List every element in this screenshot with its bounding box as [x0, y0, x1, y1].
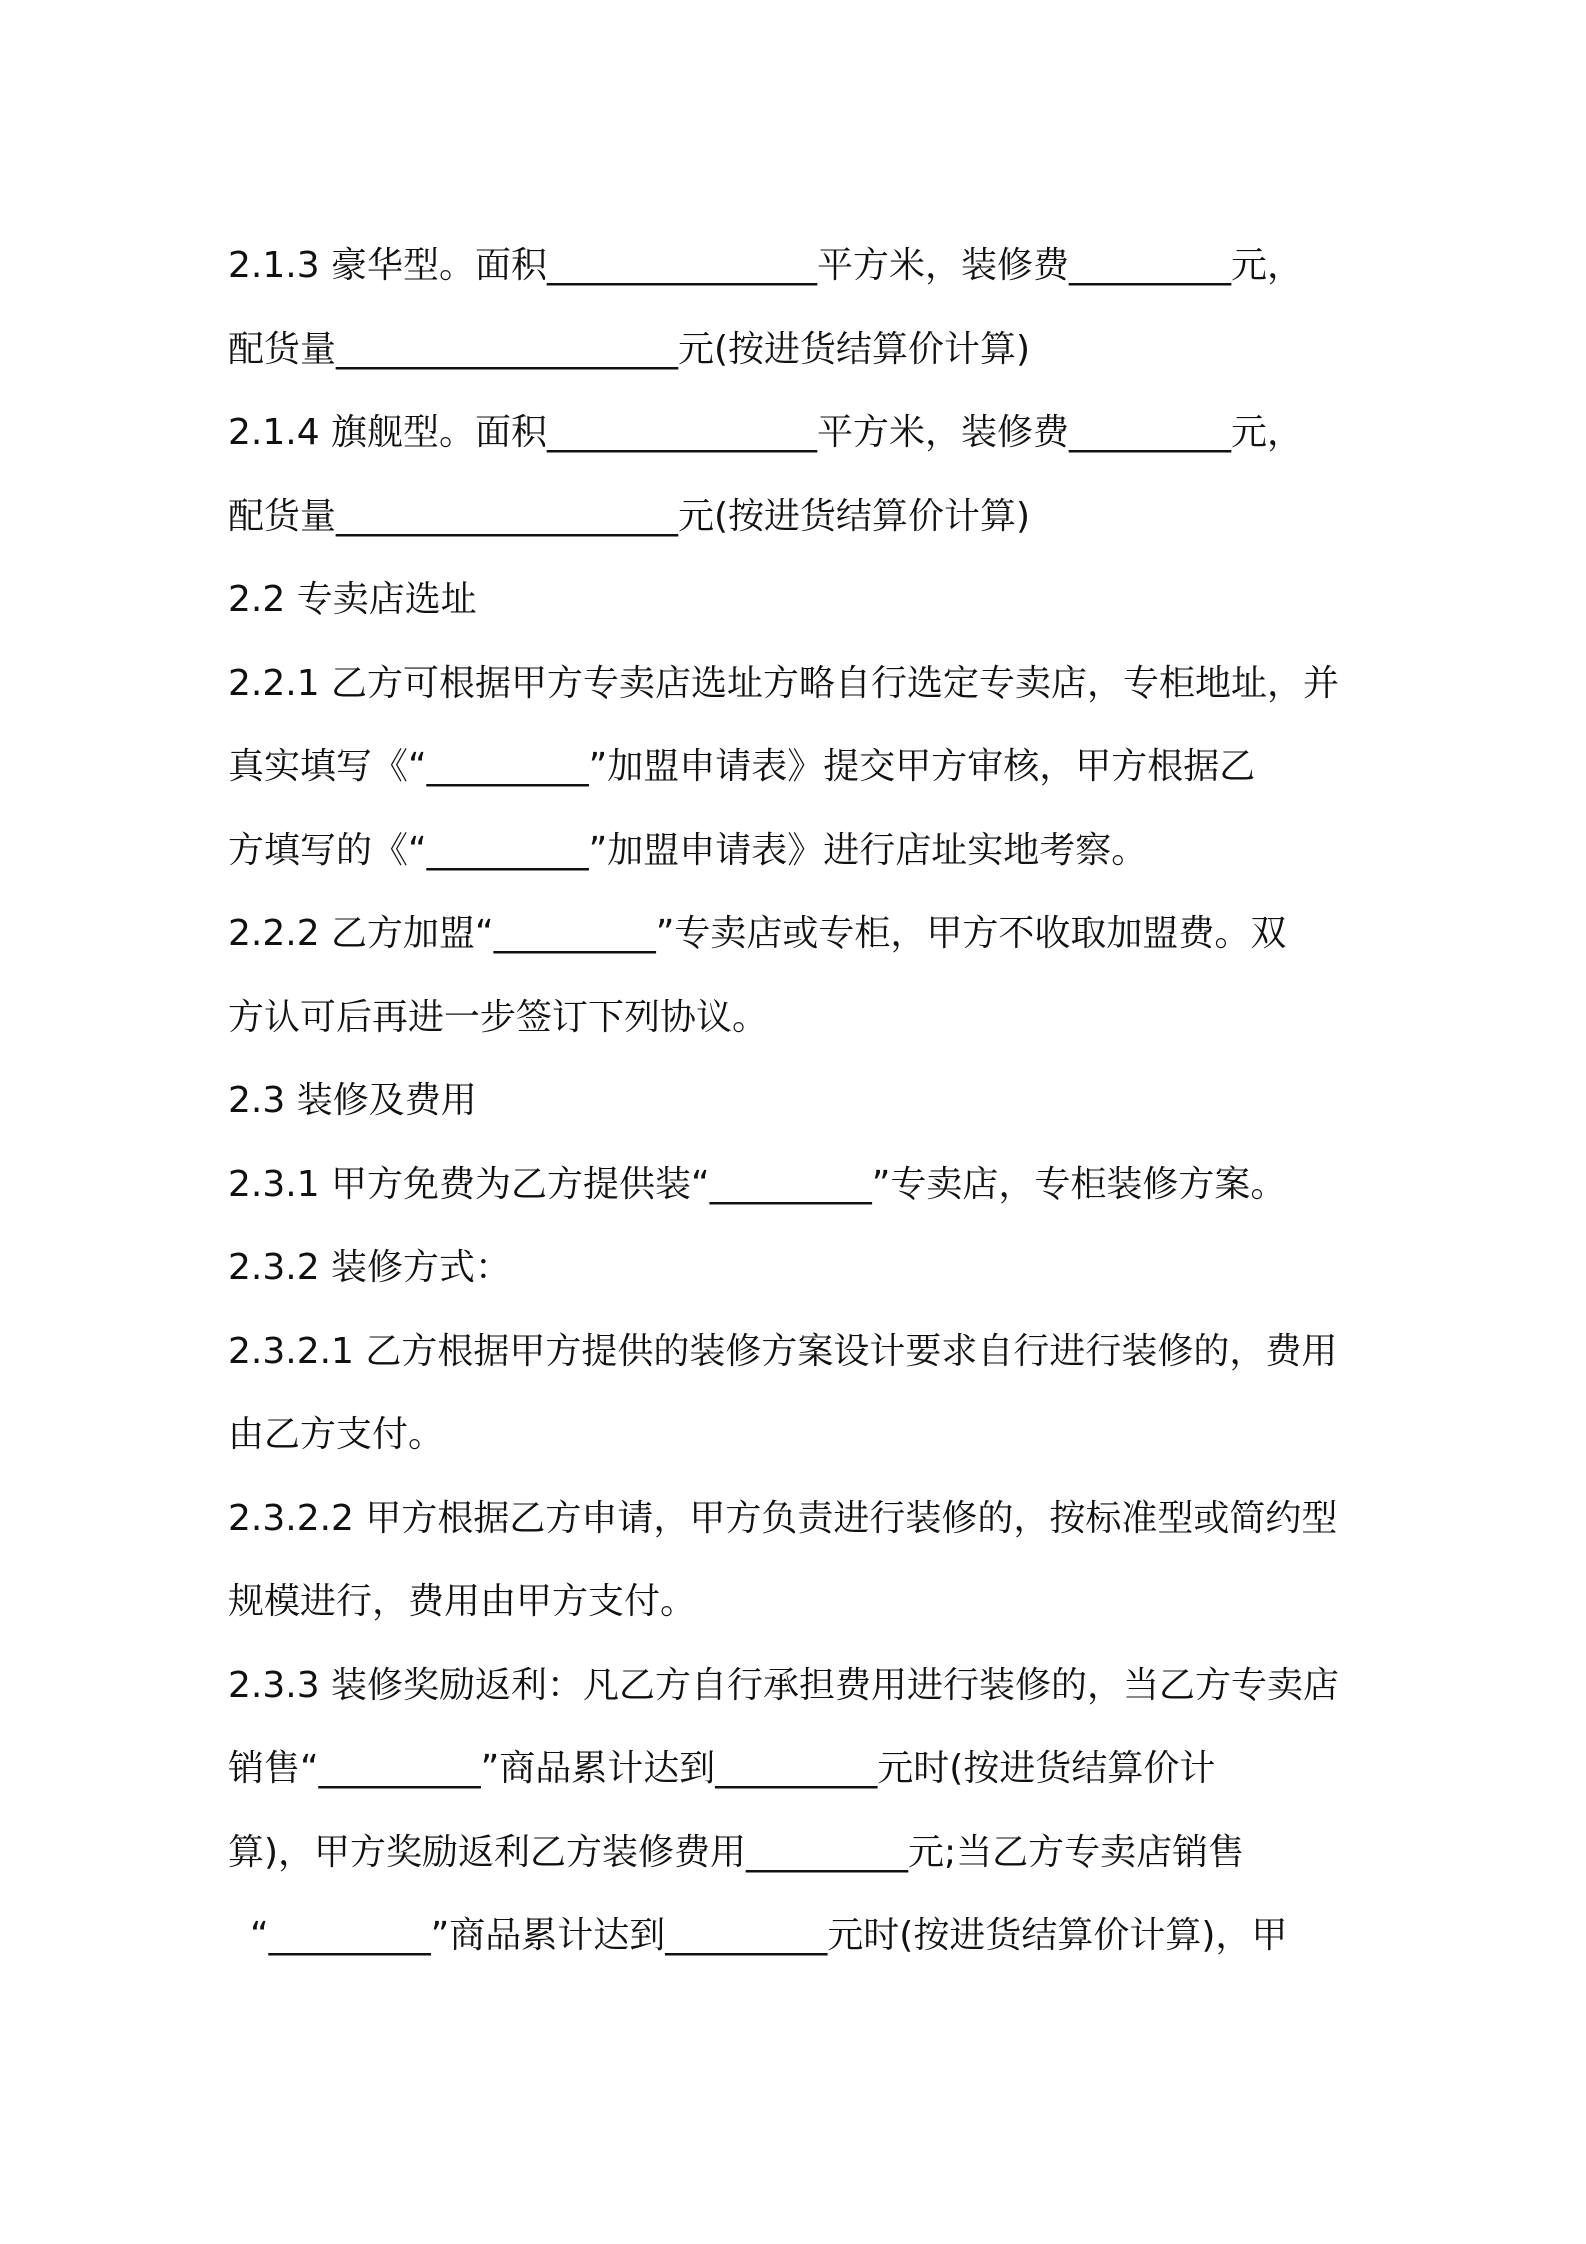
- text-line: 方认可后再进一步签订下列协议。: [228, 996, 769, 1038]
- text-line: 2.1.3 豪华型。面积_______________平方米，装修费_________元，: [228, 245, 1304, 286]
- section-heading: 2.3 装修及费用: [228, 1080, 477, 1121]
- text-line: 2.3.2 装修方式：: [228, 1247, 512, 1288]
- text-line: 2.3.2.1 乙方根据甲方提供的装修方案设计要求自行进行装修的，费用: [228, 1330, 1338, 1372]
- text-line: 算)，甲方奖励返利乙方装修费用_________元;当乙方专卖店销售: [228, 1831, 1245, 1873]
- text-line: 2.2.2 乙方加盟“_________”专卖店或专柜，甲方不收取加盟费。双: [228, 913, 1287, 954]
- text-line: 配货量___________________元(按进货结算价计算): [228, 328, 1031, 370]
- text-line: 2.3.1 甲方免费为乙方提供装“_________”专卖店，专柜装修方案。: [228, 1163, 1287, 1205]
- text-line: 2.3.2.2 甲方根据乙方申请，甲方负责进行装修的，按标准型或简约型: [228, 1497, 1338, 1539]
- text-line: 2.1.4 旗舰型。面积_______________平方米，装修费_________元，: [228, 412, 1304, 453]
- text-line: 配货量___________________元(按进货结算价计算): [228, 495, 1031, 537]
- document-body: [228, 224, 1378, 1978]
- text-line: 方填写的《“_________”加盟申请表》进行店址实地考察。: [228, 829, 1148, 871]
- text-line: “_________”商品累计达到_________元时(按进货结算价计算)，甲: [250, 1915, 1288, 1956]
- section-heading: 2.2 专卖店选址: [228, 579, 477, 620]
- text-line: 销售“_________”商品累计达到_________元时(按进货结算价计: [228, 1748, 1216, 1789]
- text-line: 规模进行，费用由甲方支付。: [228, 1581, 697, 1622]
- text-line: 2.2.1 乙方可根据甲方专卖店选址方略自行选定专卖店，专柜地址，并: [228, 662, 1340, 704]
- text-line: 2.3.3 装修奖励返利：凡乙方自行承担费用进行装修的，当乙方专卖店: [228, 1664, 1340, 1706]
- text-line: 由乙方支付。: [228, 1414, 445, 1455]
- text-line: 真实填写《“_________”加盟申请表》提交甲方审核，甲方根据乙: [228, 746, 1256, 787]
